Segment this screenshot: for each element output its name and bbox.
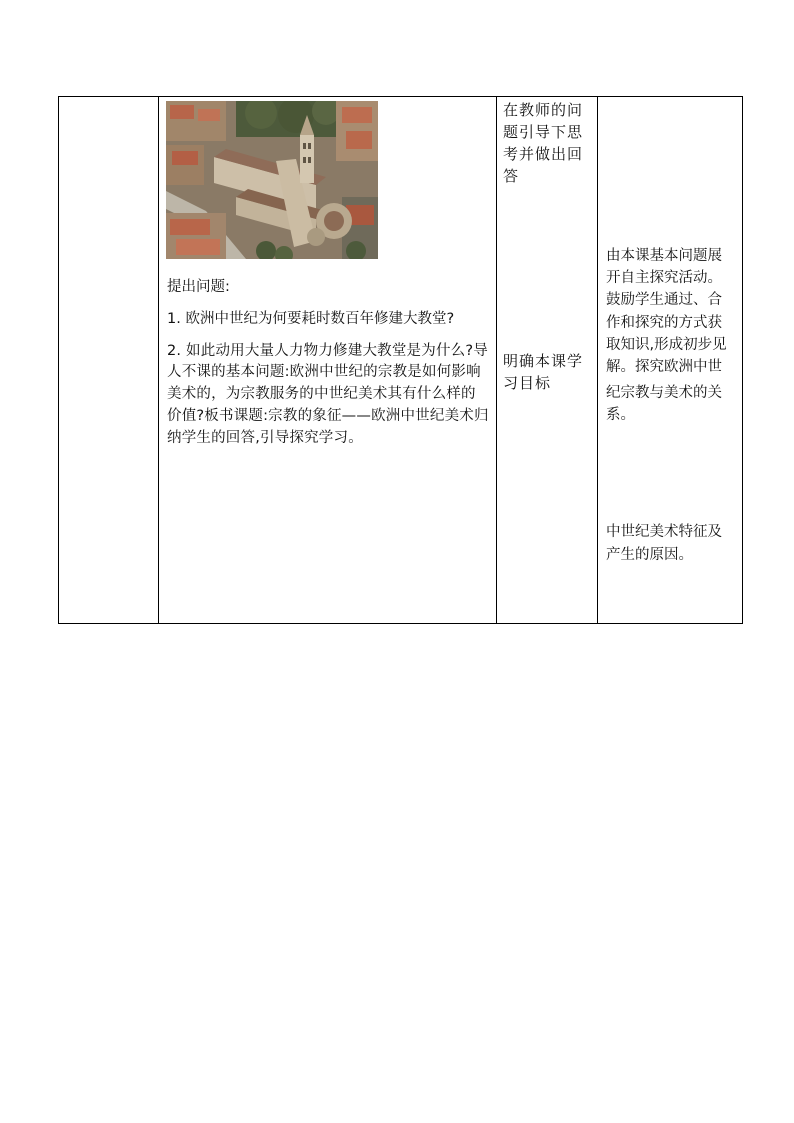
student-activity-cell — [497, 97, 598, 624]
question-2: 2. 如此动用大量人力物力修建大教堂是为什么?导人不课的基本问题:欧洲中世纪的宗教是如何影响美术的，为宗教服务的中世纪美术其有什么样的价值?板书课题:宗教的象征——欧洲中世纪美术归纳学生的回答,引导探究学习。 — [167, 342, 489, 446]
student-activity-text: 在教师的问题引导下思考并做出回答 — [503, 101, 584, 186]
design-intent-2: 纪宗教与美术的关系。 — [606, 385, 722, 424]
teacher-activity-cell — [159, 97, 497, 624]
design-intent-1: 由本课基本问题展开自主探究活动。鼓励学生通过、合作和探究的方式获取知识,形成初步见解。探究欧洲中世 — [606, 248, 727, 375]
design-intent-3: 中世纪美术特征及产生的原因。 — [606, 524, 722, 563]
table-row — [59, 97, 743, 624]
learning-goal-text: 明确本课学习目标 — [503, 352, 584, 393]
prompt-title: 提出问题: — [167, 279, 230, 295]
lesson-plan-table — [58, 96, 743, 624]
empty-cell — [59, 97, 159, 624]
question-1: 1. 欧洲中世纪为何要耗时数百年修建大教堂? — [167, 310, 455, 327]
cathedral-photo — [166, 101, 378, 259]
design-intent-cell — [598, 97, 743, 624]
